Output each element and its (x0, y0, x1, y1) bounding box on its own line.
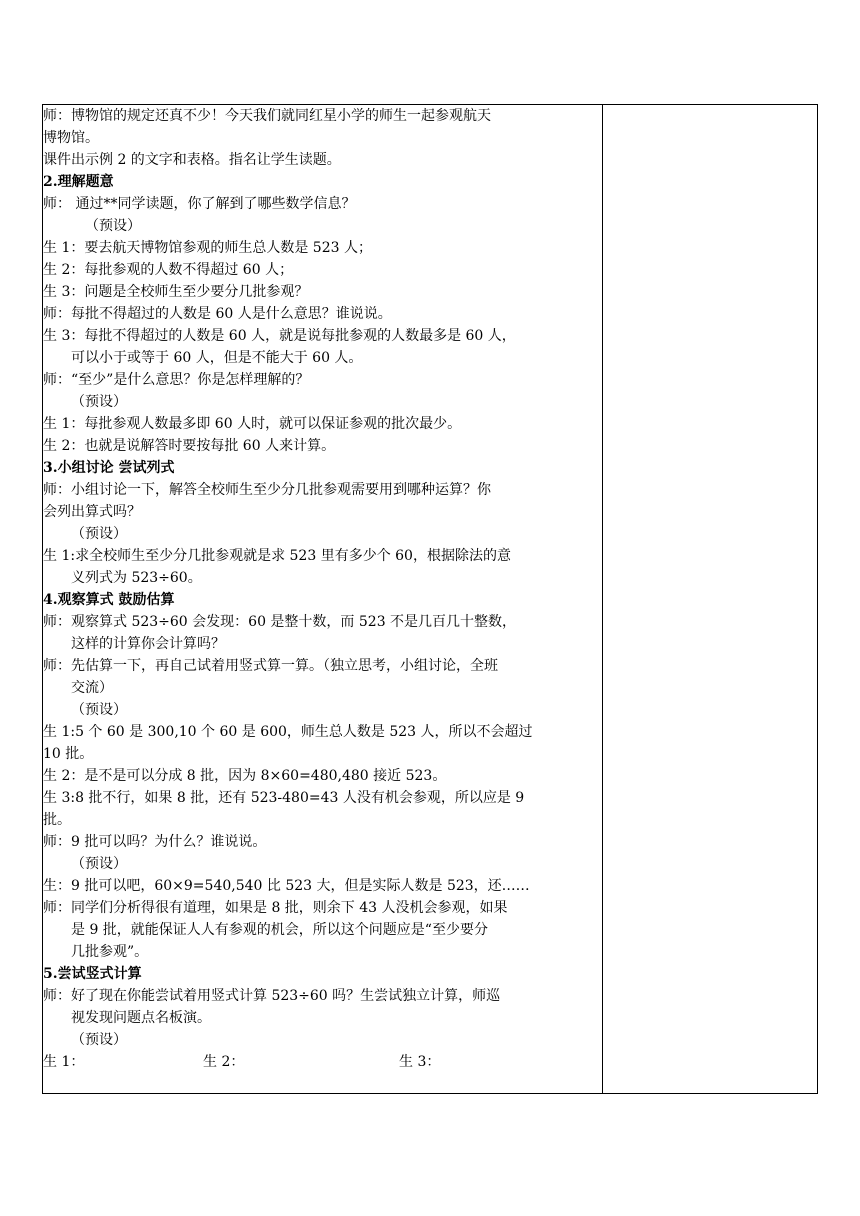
student-label: 生 2： (203, 1054, 245, 1070)
text-line: 是 9 批，就能保证人人有参观的机会，所以这个问题应是“至少要分 (71, 922, 488, 938)
text-line: 生 1:5 个 60 是 300,10 个 60 是 600，师生总人数是 523 人，所以不会超过 (43, 724, 533, 740)
text-line: 师：同学们分析得很有道理，如果是 8 批，则余下 43 人没机会参观，如果 (43, 900, 508, 916)
section-heading: 2.理解题意 (43, 174, 114, 190)
text-line: 10 批。 (43, 746, 94, 762)
lesson-table (42, 104, 818, 1094)
section-heading: 4.观察算式 鼓励估算 (43, 592, 175, 608)
text-line: 博物馆。 (43, 130, 99, 146)
text-line: （预设） (71, 394, 127, 410)
text-line: 生 1:求全校师生至少分几批参观就是求 523 里有多少个 60，根据除法的意 (43, 548, 511, 564)
lesson-content-cell (43, 105, 603, 1093)
text-line: 几批参观”。 (71, 944, 149, 960)
text-line: 视发现问题点名板演。 (71, 1010, 211, 1026)
notes-cell (603, 105, 817, 1093)
text-line: 师：9 批可以吗？为什么？谁说说。 (43, 834, 267, 850)
text-line: 师：好了现在你能尝试着用竖式计算 523÷60 吗？生尝试独立计算，师巡 (43, 988, 501, 1004)
text-line: 生 2：每批参观的人数不得超过 60 人； (43, 262, 294, 278)
text-line: 生 3：每批不得超过的人数是 60 人，就是说每批参观的人数最多是 60 人， (43, 328, 516, 344)
student-answer-row (43, 1051, 602, 1073)
text-line: 课件出示例 2 的文字和表格。指名让学生读题。 (43, 152, 341, 168)
text-line: 这样的计算你会计算吗？ (71, 636, 225, 652)
text-line: 师：每批不得超过的人数是 60 人是什么意思？谁说说。 (43, 306, 392, 322)
text-line: 师：先估算一下，再自己试着用竖式算一算。（独立思考，小组讨论，全班 (43, 658, 498, 674)
section-heading: 3.小组讨论 尝试列式 (43, 460, 175, 476)
section-heading: 5.尝试竖式计算 (43, 966, 142, 982)
text-line: 师：观察算式 523÷60 会发现：60 是整十数，而 523 不是几百几十整数， (43, 614, 517, 630)
text-line: （预设） (71, 1032, 127, 1048)
student-label: 生 1： (43, 1054, 85, 1070)
text-line: 生 2：也就是说解答时要按每批 60 人来计算。 (43, 438, 336, 454)
student-label: 生 3： (399, 1054, 441, 1070)
text-line: 师：博物馆的规定还真不少！今天我们就同红星小学的师生一起参观航天 (43, 108, 491, 124)
text-line: 生 2：是不是可以分成 8 批，因为 8×60=480,480 接近 523。 (43, 768, 447, 784)
text-line: 生：9 批可以吧，60×9=540,540 比 523 大，但是实际人数是 523，还…… (43, 878, 530, 894)
text-line: 可以小于或等于 60 人，但是不能大于 60 人。 (71, 350, 363, 366)
text-line: 交流） (71, 680, 113, 696)
text-line: 批。 (43, 812, 71, 828)
text-line: 义列式为 523÷60。 (71, 570, 202, 586)
text-line: 师：“至少”是什么意思？你是怎样理解的？ (43, 372, 310, 388)
text-line: 生 1：每批参观人数最多即 60 人时，就可以保证参观的批次最少。 (43, 416, 462, 432)
text-line: （预设） (71, 856, 127, 872)
text-line: 师： 通过**同学读题，你了解到了哪些数学信息？ (43, 196, 356, 212)
text-line: 生 1：要去航天博物馆参观的师生总人数是 523 人； (43, 240, 372, 256)
text-line: 生 3：问题是全校师生至少要分几批参观？ (43, 284, 309, 300)
text-line: 会列出算式吗？ (43, 504, 141, 520)
text-line: 师：小组讨论一下，解答全校师生至少分几批参观需要用到哪种运算？你 (43, 482, 491, 498)
text-line: 生 3:8 批不行，如果 8 批，还有 523-480=43 人没有机会参观，所以应是 9 (43, 790, 525, 806)
text-line: （预设） (85, 218, 141, 234)
text-line: （预设） (71, 702, 127, 718)
text-line: （预设） (71, 526, 127, 542)
